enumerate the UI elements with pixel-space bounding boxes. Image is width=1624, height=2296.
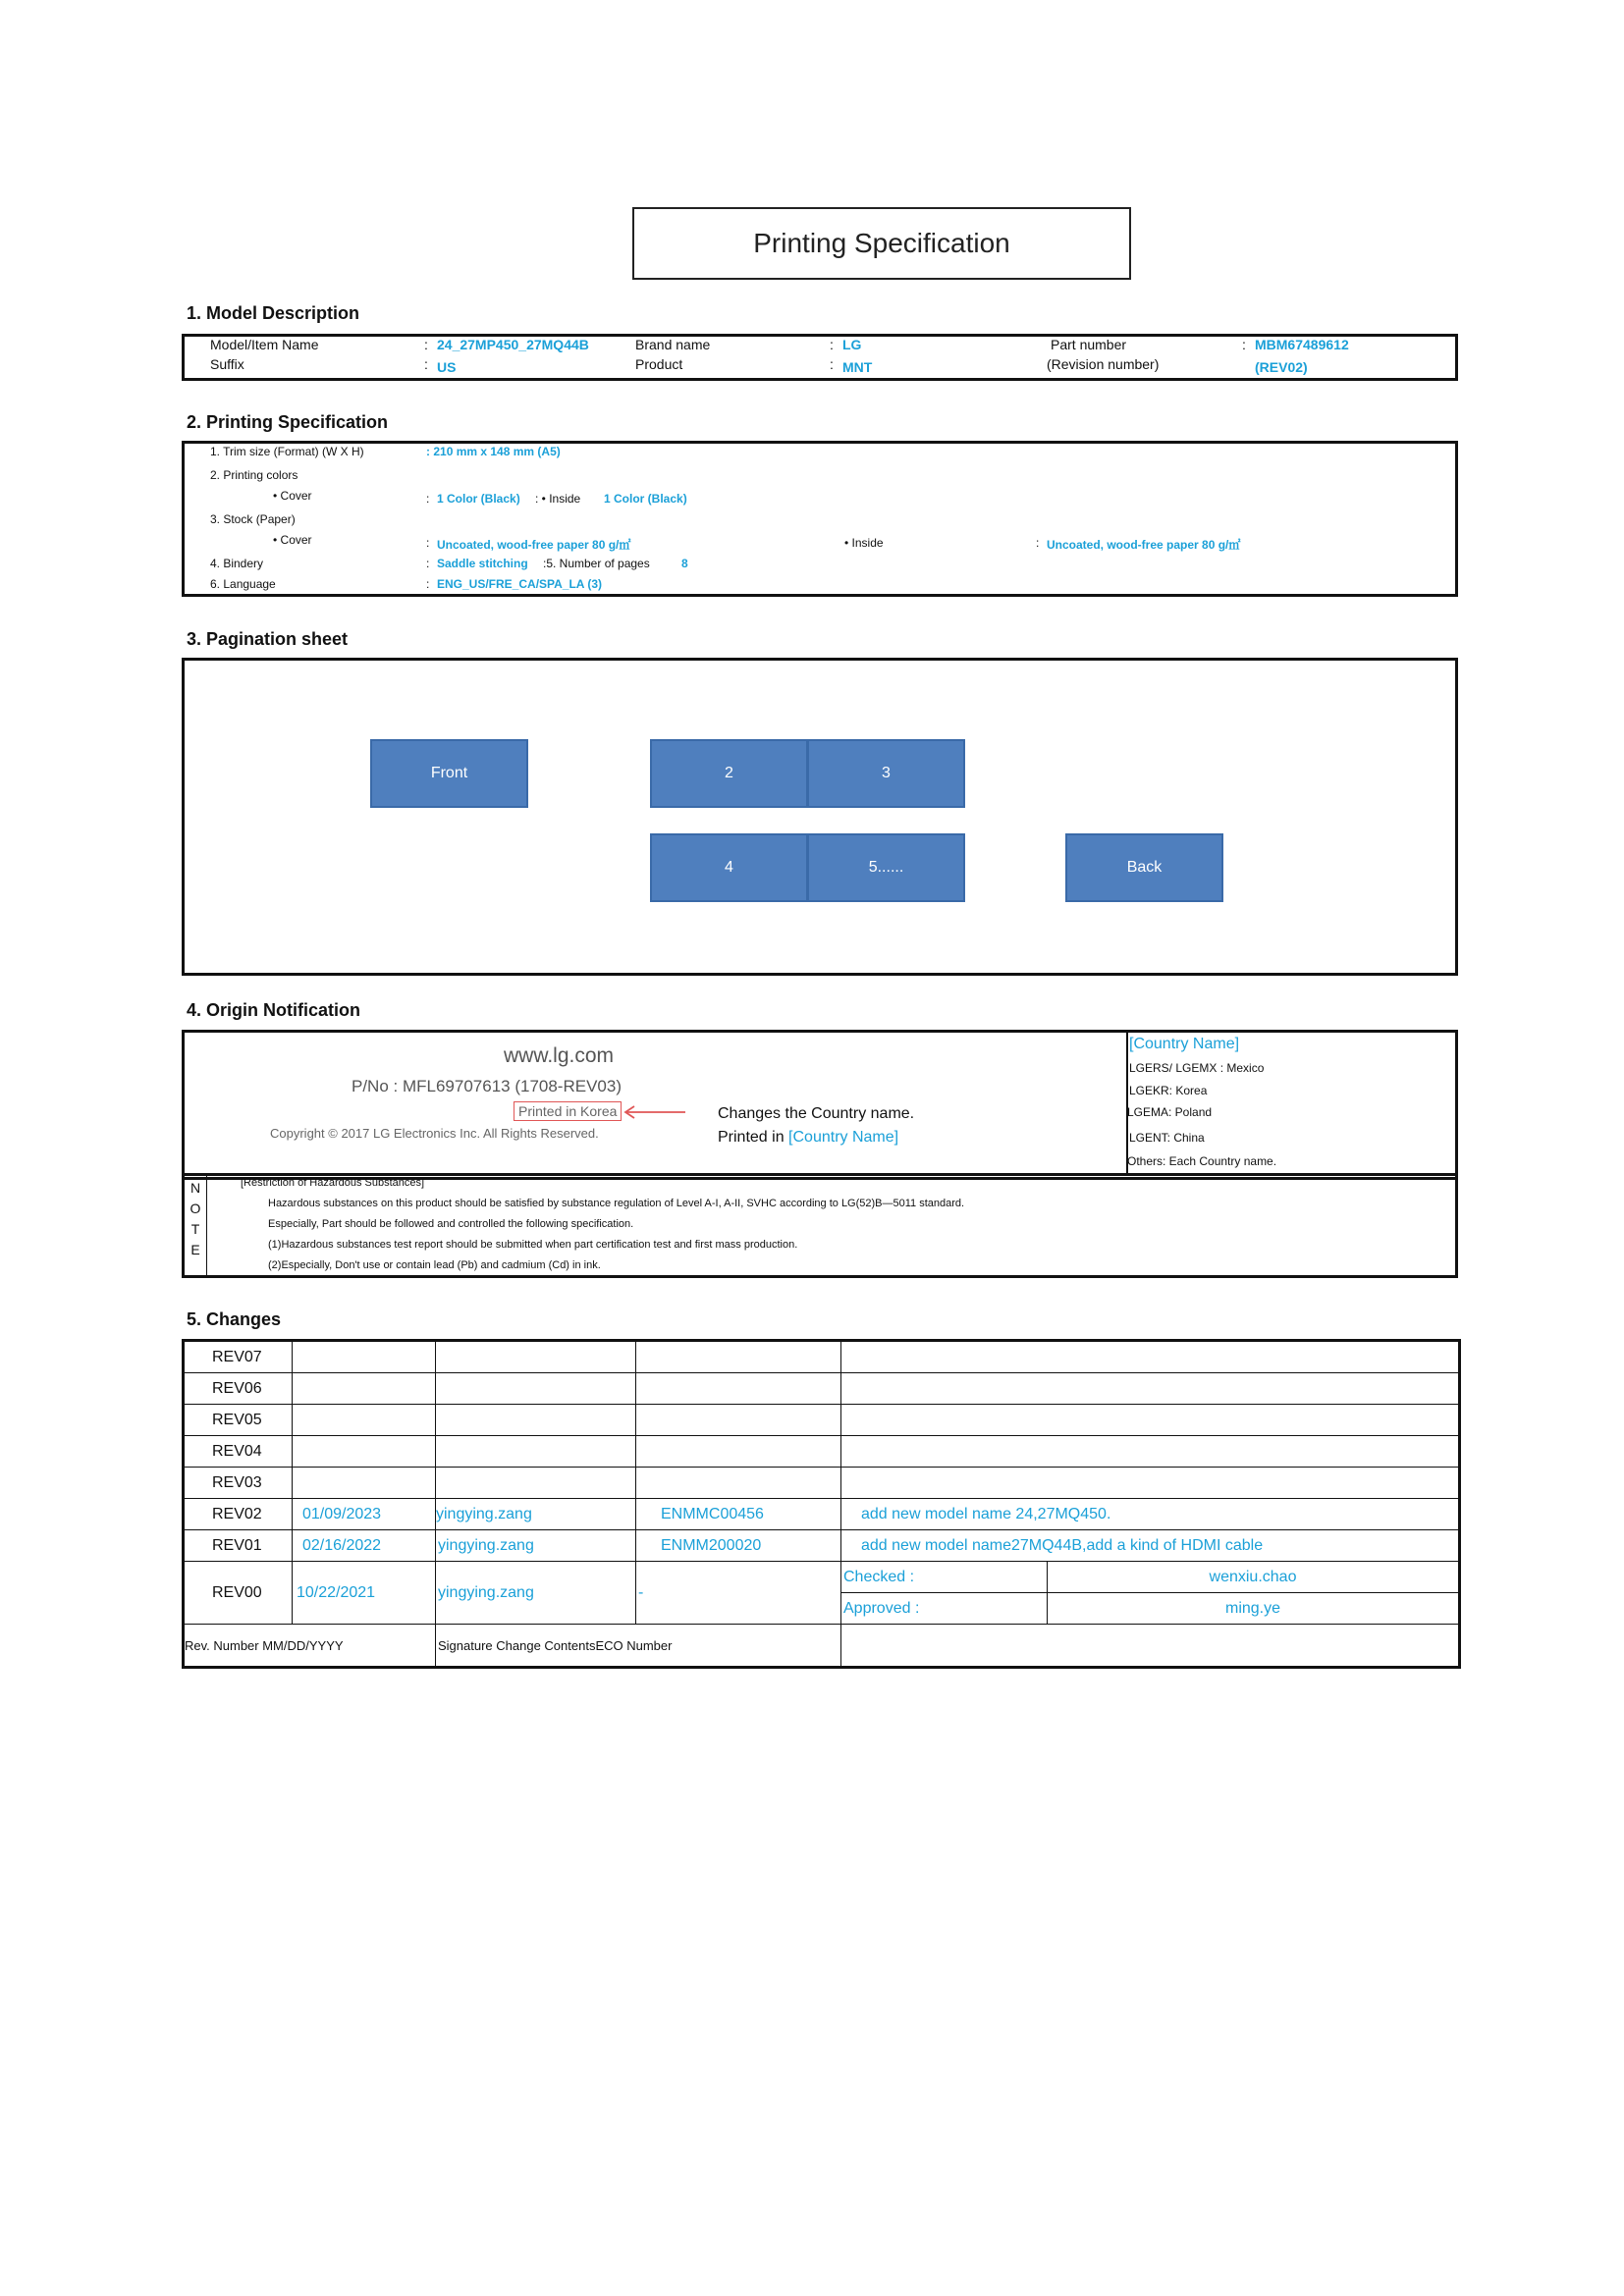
colon: :: [830, 337, 834, 352]
table-row: [184, 1562, 1460, 1593]
printed-in-line: [718, 1129, 898, 1147]
brand-value: LG: [842, 337, 862, 352]
colon: :: [426, 557, 430, 570]
eco-cell: ENMM200020: [636, 1530, 841, 1562]
sign-cell: [436, 1436, 636, 1468]
date-cell: [293, 1436, 436, 1468]
approved-value: ming.ye: [1048, 1593, 1460, 1625]
page-2: 2: [650, 739, 808, 808]
section4-heading: 4. Origin Notification: [187, 1000, 361, 1020]
page-3: 3: [807, 739, 965, 808]
colon: :: [426, 536, 430, 550]
note-line: Especially, Part should be followed and controlled the following specification.: [268, 1218, 634, 1230]
pages-value: 8: [681, 557, 688, 570]
approved-label: Approved :: [841, 1593, 1048, 1625]
suffix-value: US: [437, 359, 457, 375]
rev-cell: REV02: [184, 1499, 293, 1530]
content-cell: [841, 1373, 1460, 1405]
sign-cell: [436, 1468, 636, 1499]
table-row: [184, 1373, 1460, 1405]
date-cell: [293, 1341, 436, 1373]
country-name-placeholder: [Country Name]: [788, 1129, 899, 1146]
divider: [1126, 1031, 1128, 1173]
product-value: MNT: [842, 359, 873, 375]
content-cell: [841, 1468, 1460, 1499]
colon: :: [424, 337, 428, 352]
page-front: Front: [370, 739, 528, 808]
note-letters: [185, 1180, 206, 1262]
inside-stock-value: Uncoated, wood-free paper 80 g/㎡: [1047, 538, 1241, 552]
pages-label: :5. Number of pages: [543, 557, 650, 570]
product-label: Product: [635, 356, 683, 372]
arrow-left-icon: [623, 1104, 687, 1120]
eco-cell: [636, 1468, 841, 1499]
table-row: [184, 1341, 1460, 1373]
eco-cell: [636, 1405, 841, 1436]
colon: :: [426, 577, 430, 591]
page-4: 4: [650, 833, 808, 902]
stock-label: 3. Stock (Paper): [210, 512, 296, 526]
note-line: [Restriction of Hazardous Substances]: [241, 1177, 425, 1189]
model-label: Model/Item Name: [210, 337, 319, 352]
note-line: (2)Especially, Don't use or contain lead (Pb) and cadmium (Cd) in ink.: [268, 1259, 601, 1271]
table-footer-row: [184, 1625, 1460, 1668]
table-row: [184, 1405, 1460, 1436]
country-item: Others: Each Country name.: [1127, 1154, 1277, 1168]
colon: :: [1036, 536, 1040, 550]
revision-value: (REV02): [1255, 359, 1308, 375]
cover-label: • Cover: [273, 533, 312, 547]
checked-value: wenxiu.chao: [1048, 1562, 1460, 1593]
note-line: (1)Hazardous substances test report should be submitted when part certification test and first mass production.: [268, 1239, 798, 1251]
note-line: Hazardous substances on this product should be satisfied by substance regulation of Level A-I, A-II, SVHC according to LG(52)B—5011 standard.: [268, 1198, 965, 1209]
copyright-text: Copyright © 2017 LG Electronics Inc. All Rights Reserved.: [270, 1126, 599, 1141]
cover-stock-value: Uncoated, wood-free paper 80 g/㎡: [437, 538, 631, 552]
sign-cell: yingying.zang: [436, 1530, 636, 1562]
rev-cell: REV03: [184, 1468, 293, 1499]
footer-sign-content-eco: Signature Change ContentsECO Number: [436, 1625, 841, 1668]
page-5: 5......: [807, 833, 965, 902]
section1-heading: 1. Model Description: [187, 303, 360, 323]
checked-label: Checked :: [841, 1562, 1048, 1593]
rev-cell: REV00: [184, 1562, 293, 1625]
country-item: LGEMA: Poland: [1127, 1105, 1213, 1119]
printing-spec-box: [182, 441, 1458, 597]
country-item: LGENT: China: [1129, 1131, 1205, 1145]
section2-heading: 2. Printing Specification: [187, 412, 389, 432]
date-cell: [293, 1468, 436, 1499]
date-cell: [293, 1373, 436, 1405]
rev-cell: REV06: [184, 1373, 293, 1405]
note-letter: E: [190, 1242, 200, 1257]
eco-cell: -: [636, 1562, 841, 1625]
cover-label: • Cover: [273, 489, 312, 503]
eco-cell: [636, 1373, 841, 1405]
part-no-text: P/No : MFL69707613 (1708-REV03): [352, 1077, 622, 1095]
part-number-value: MBM67489612: [1255, 337, 1349, 352]
model-value: 24_27MP450_27MQ44B: [437, 337, 589, 352]
colors-label: 2. Printing colors: [210, 468, 298, 482]
rev-cell: REV01: [184, 1530, 293, 1562]
inside-inline-label: : • Inside: [535, 492, 581, 506]
table-row: [184, 1468, 1460, 1499]
table-row: [184, 1499, 1460, 1530]
part-number-label: Part number: [1051, 337, 1127, 352]
colon: :: [424, 356, 428, 372]
country-item: LGEKR: Korea: [1129, 1084, 1208, 1097]
change-note: Changes the Country name.: [718, 1105, 915, 1122]
bindery-label: 4. Bindery: [210, 557, 264, 570]
content-cell: add new model name27MQ44B,add a kind of HDMI cable: [841, 1530, 1460, 1562]
section5-heading: 5. Changes: [187, 1309, 282, 1329]
rev-cell: REV05: [184, 1405, 293, 1436]
cover-colors-value: 1 Color (Black): [437, 492, 520, 506]
date-cell: 10/22/2021: [293, 1562, 436, 1625]
date-cell: 01/09/2023: [293, 1499, 436, 1530]
content-cell: [841, 1436, 1460, 1468]
inside-label: • Inside: [844, 536, 884, 550]
trim-value: [426, 445, 561, 458]
date-cell: [293, 1405, 436, 1436]
note-letter: T: [190, 1221, 200, 1237]
brand-label: Brand name: [635, 337, 711, 352]
country-item: LGERS/ LGEMX : Mexico: [1129, 1061, 1265, 1075]
footer-empty: [841, 1625, 1460, 1668]
content-cell: add new model name 24,27MQ450.: [841, 1499, 1460, 1530]
sign-cell: yingying.zang: [436, 1562, 636, 1625]
trim-label: 1. Trim size (Format) (W X H): [210, 445, 364, 458]
page-back: Back: [1065, 833, 1223, 902]
table-row: [184, 1530, 1460, 1562]
colon: :: [426, 492, 430, 506]
rev-cell: REV04: [184, 1436, 293, 1468]
bindery-value: Saddle stitching: [437, 557, 528, 570]
content-cell: [841, 1341, 1460, 1373]
rev-cell: REV07: [184, 1341, 293, 1373]
note-letter: O: [189, 1201, 201, 1216]
language-value: ENG_US/FRE_CA/SPA_LA (3): [437, 577, 603, 591]
country-name-heading: [Country Name]: [1129, 1036, 1240, 1052]
sign-cell: [436, 1405, 636, 1436]
www-text: www.lg.com: [504, 1044, 615, 1067]
language-label: 6. Language: [210, 577, 276, 591]
divider: [206, 1176, 207, 1276]
page-title: Printing Specification: [632, 207, 1131, 280]
note-letter: N: [189, 1180, 201, 1196]
suffix-label: Suffix: [210, 356, 244, 372]
table-row: [184, 1436, 1460, 1468]
eco-cell: [636, 1341, 841, 1373]
pagination-box: [182, 658, 1458, 976]
printed-in-label: Printed in: [718, 1129, 785, 1146]
sign-cell: [436, 1341, 636, 1373]
changes-table: [182, 1339, 1461, 1669]
date-cell: 02/16/2022: [293, 1530, 436, 1562]
sign-cell: yingying.zang: [436, 1499, 636, 1530]
colon: :: [1242, 337, 1246, 352]
eco-cell: ENMMC00456: [636, 1499, 841, 1530]
section3-heading: 3. Pagination sheet: [187, 629, 349, 649]
content-cell: [841, 1405, 1460, 1436]
inside-colors-value: 1 Color (Black): [604, 492, 687, 506]
sign-cell: [436, 1373, 636, 1405]
colon: :: [830, 356, 834, 372]
trim-value-text: 210 mm x 148 mm (A5): [433, 445, 561, 458]
revision-label: (Revision number): [1047, 356, 1160, 372]
eco-cell: [636, 1436, 841, 1468]
printed-in-korea-box: Printed in Korea: [514, 1101, 622, 1121]
footer-rev-date: Rev. Number MM/DD/YYYY: [184, 1625, 436, 1668]
colon: :: [426, 445, 434, 458]
